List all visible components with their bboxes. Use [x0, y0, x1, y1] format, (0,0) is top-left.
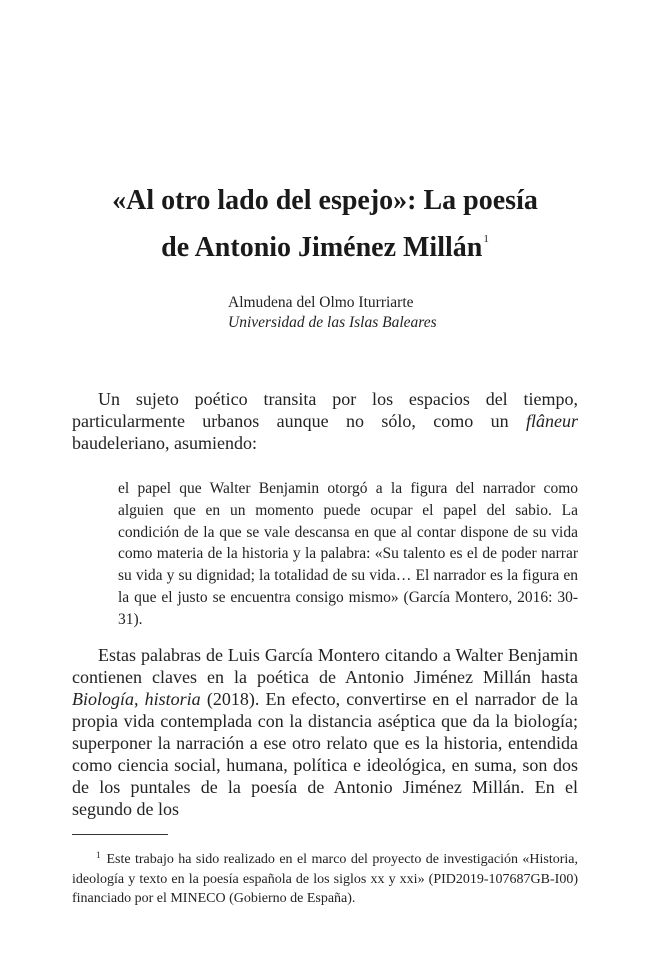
paragraph-1-text-b: baudeleriano, asumiendo: [72, 433, 257, 453]
author-affiliation: Universidad de las Islas Baleares [228, 314, 437, 331]
paragraph-1-italic: flâneur [526, 411, 578, 431]
block-quote: el papel que Walter Benjamin otorgó a la figura del narrador como alguien que en un momento puede ocupar el papel del sabio. La condición de la que se vale descansa en que al contar dispone de su vida como materia de la historia y la palabra: «Su talento es el de poder narrar su vida y su dignidad; la totalidad de su vida… El narrador es la figura en la que el justo se encuentra consigo mismo» (García Montero, 2016: 30-31). [118, 480, 578, 628]
paragraph-1 [72, 388, 578, 454]
title-line-2 [60, 220, 590, 267]
author-name: Almudena del Olmo Iturriarte [228, 294, 414, 311]
paragraph-2-text-a: Estas palabras de Luis García Montero citando a Walter Benjamin contienen claves en la poética de Antonio Jiménez Millán hasta [72, 645, 578, 687]
paragraph-1-text-a: Un sujeto poético transita por los espacios del tiempo, particularmente urbanos aunque no sólo, como un [72, 389, 578, 431]
paragraph-2-italic: Biología, historia [72, 689, 201, 709]
title-line-2-text: de Antonio Jiménez Millán [161, 232, 483, 263]
title-line-1: «Al otro lado del espejo»: La poesía [112, 185, 538, 216]
paragraph-2 [72, 644, 578, 820]
title-footnote-mark: 1 [483, 233, 489, 245]
paragraph-2-text-b: (2018). En efecto, convertirse en el narrador de la propia vida contemplada con la distancia aséptica que da la biología; superponer la narración a ese otro relato que es la historia, entendida como ciencia social, humana, política e ideológica, en suma, son dos de los puntales de la poesía de Antonio Jiménez Millán. En el segundo de los [72, 689, 578, 819]
footnote-text: Este trabajo ha sido realizado en el marco del proyecto de investigación «Historia, ideología y texto en la poesía española de los siglos xx y xxi» (PID2019-107687GB-I00) financiado por el MINECO (Gobierno de España). [72, 852, 578, 906]
footnote-mark: 1 [96, 850, 101, 860]
footnote-separator [72, 834, 168, 835]
footnote [72, 846, 578, 909]
article-title [60, 182, 590, 267]
